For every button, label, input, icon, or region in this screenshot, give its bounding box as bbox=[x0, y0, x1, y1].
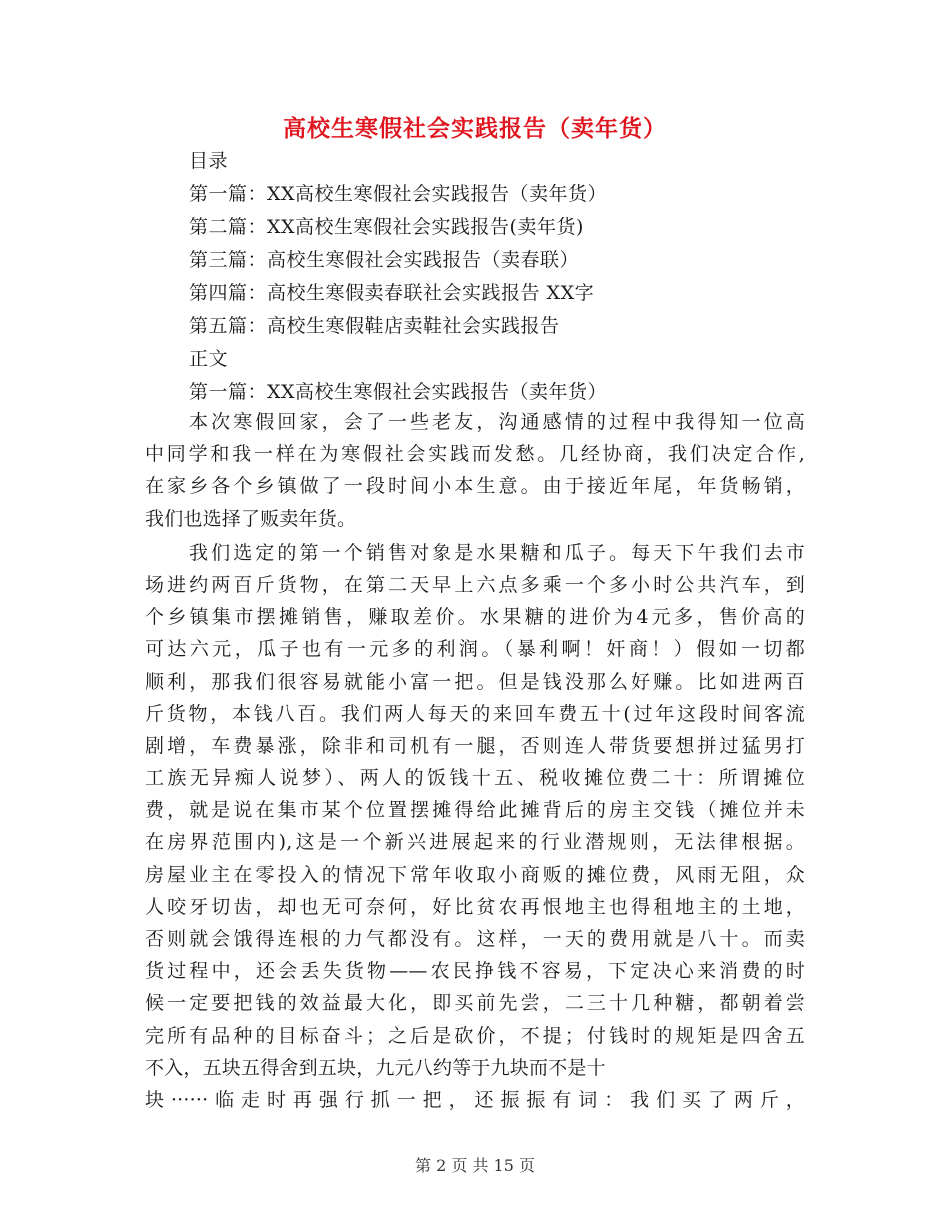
paragraph-2 bbox=[145, 537, 805, 1116]
text-line: 顺利，那我们很容易就能小富一把。但是钱没那么好赚。比如进两百 bbox=[145, 670, 805, 693]
text-line: 不入，五块五得舍到五块，九元八约等于九块而不是十 bbox=[145, 1056, 606, 1079]
text-line: 块······临走时再强行抓一把，还振振有词：我们买了两斤， bbox=[145, 1088, 805, 1111]
toc-heading: 目录 bbox=[189, 150, 229, 172]
section-title: 第一篇：XX高校生寒假社会实践报告（卖年货） bbox=[189, 381, 608, 403]
text-line: 个乡镇集市摆摊销售，赚取差价。水果糖的进价为4元多，售价高的 bbox=[145, 606, 805, 629]
toc-item: 第四篇：高校生寒假卖春联社会实践报告 XX字 bbox=[189, 282, 595, 304]
text-line: 工族无异痴人说梦）、两人的饭钱十五、税收摊位费二十：所谓摊位 bbox=[145, 767, 805, 790]
text-line: 我们也选择了贩卖年货。 bbox=[145, 507, 357, 530]
document-title: 高校生寒假社会实践报告（卖年货） bbox=[283, 115, 667, 142]
text-line: 候一定要把钱的效益最大化，即买前先尝，二三十几种糖，都朝着尝 bbox=[145, 992, 805, 1015]
toc-item: 第五篇：高校生寒假鞋店卖鞋社会实践报告 bbox=[189, 315, 560, 337]
paragraph-1 bbox=[145, 406, 805, 535]
page-footer: 第 2 页 共 15 页 bbox=[415, 1156, 535, 1175]
text-line: 完所有品种的目标奋斗；之后是砍价，不提；付钱时的规矩是四舍五 bbox=[145, 1024, 805, 1047]
text-line: 斤货物，本钱八百。我们两人每天的来回车费五十(过年这段时间客流 bbox=[145, 702, 805, 725]
body-heading: 正文 bbox=[189, 348, 229, 370]
toc-item: 第一篇：XX高校生寒假社会实践报告（卖年货） bbox=[189, 183, 608, 205]
text-line: 本次寒假回家，会了一些老友，沟通感情的过程中我得知一位高 bbox=[189, 411, 805, 433]
text-line: 人咬牙切齿，却也无可奈何，好比贫农再恨地主也得租地主的土地， bbox=[145, 895, 805, 918]
text-line: 可达六元，瓜子也有一元多的利润。（暴利啊！奸商！）假如一切都 bbox=[145, 638, 805, 661]
text-line: 否则就会饿得连根的力气都没有。这样，一天的费用就是八十。而卖 bbox=[145, 928, 805, 950]
text-line: 费，就是说在集市某个位置摆摊得给此摊背后的房主交钱（摊位并未 bbox=[145, 799, 805, 822]
table-of-contents bbox=[189, 145, 607, 409]
text-line: 中同学和我一样在为寒假社会实践而发愁。几经协商，我们决定合作, bbox=[145, 443, 805, 466]
text-line: 在家乡各个乡镇做了一段时间小本生意。由于接近年尾，年货畅销， bbox=[145, 475, 805, 498]
toc-item: 第三篇：高校生寒假社会实践报告（卖春联） bbox=[189, 249, 580, 271]
text-line: 我们选定的第一个销售对象是水果糖和瓜子。每天下午我们去市 bbox=[189, 541, 805, 564]
text-line: 在房界范围内),这是一个新兴进展起来的行业潜规则，无法律根据。 bbox=[145, 831, 805, 854]
toc-item: 第二篇：XX高校生寒假社会实践报告(卖年货) bbox=[189, 216, 584, 238]
text-line: 房屋业主在零投入的情况下常年收取小商贩的摊位费，风雨无阻，众 bbox=[145, 863, 805, 886]
text-line: 剧增，车费暴涨，除非和司机有一腿，否则连人带货要想拼过猛男打 bbox=[145, 734, 805, 757]
text-line: 货过程中，还会丢失货物——农民挣钱不容易，下定决心来消费的时 bbox=[145, 960, 805, 983]
body-text bbox=[145, 406, 805, 1116]
text-line: 场进约两百斤货物，在第二天早上六点多乘一个多小时公共汽车，到 bbox=[145, 573, 805, 596]
